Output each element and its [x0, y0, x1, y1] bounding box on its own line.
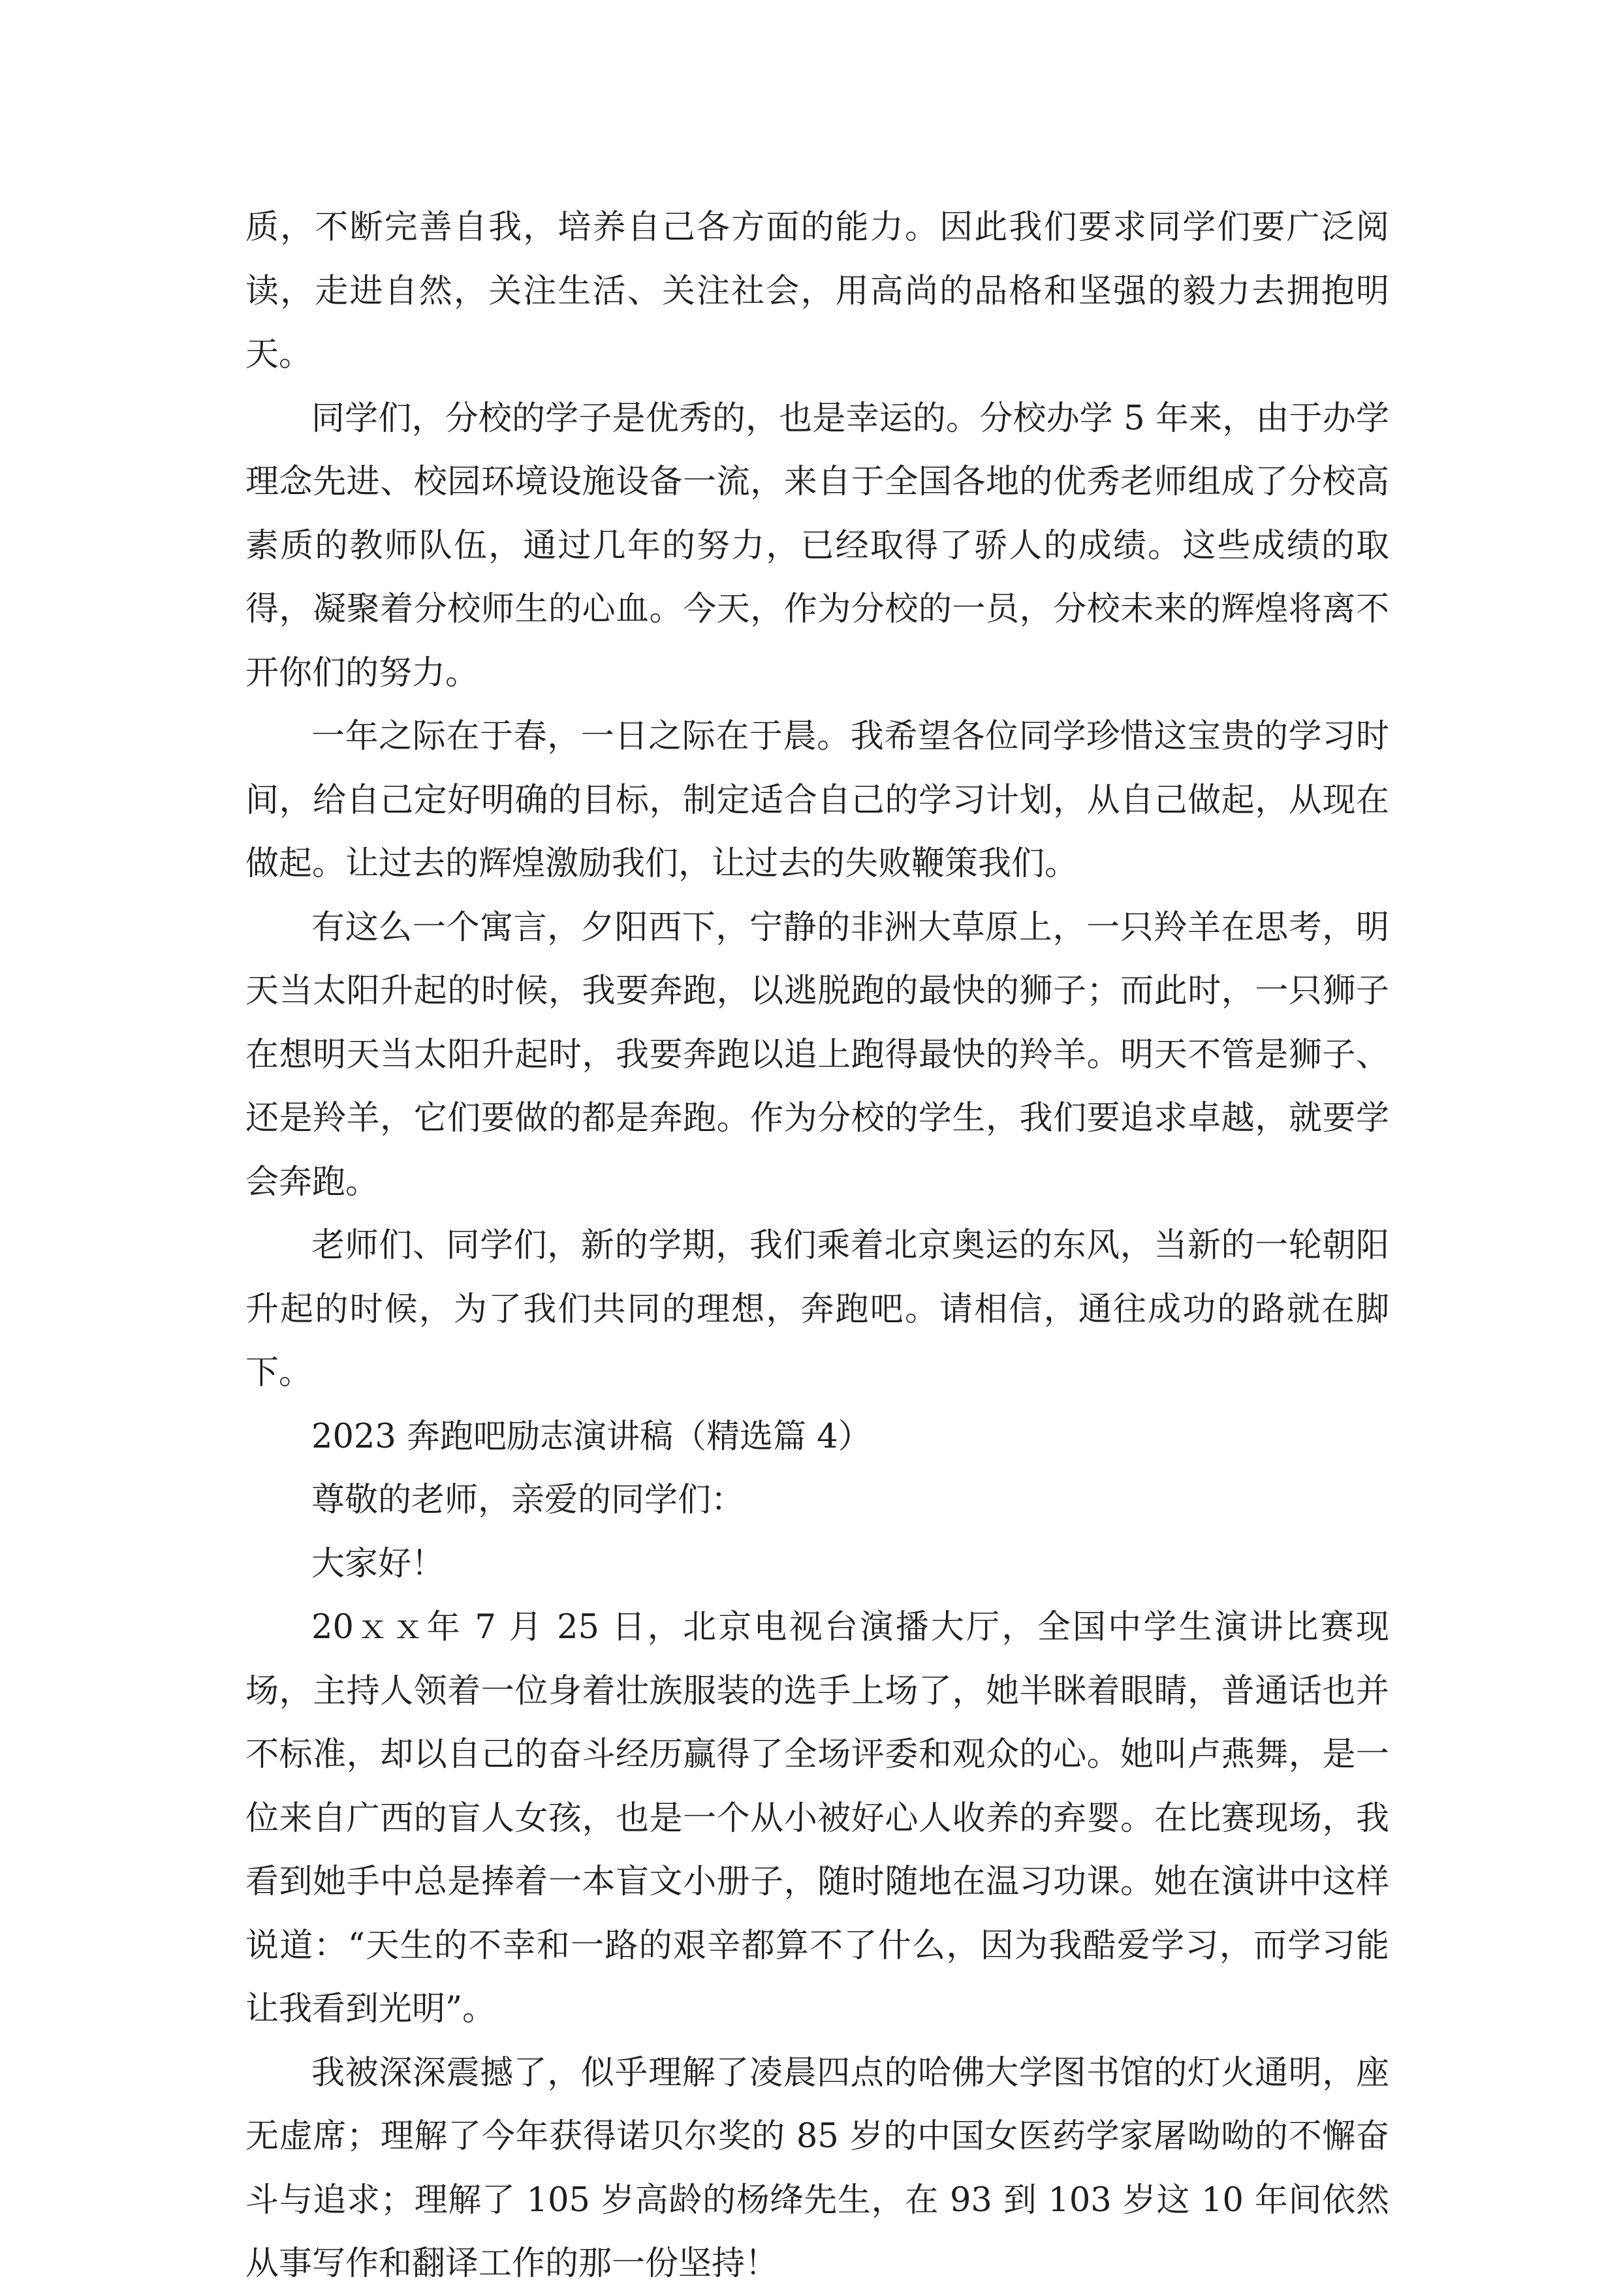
paragraph: 老师们、同学们，新的学期，我们乘着北京奥运的东风，当新的一轮朝阳升起的时候，为了我们共同的理想，奔跑吧。请相信，通往成功的路就在脚下。: [245, 1226, 1389, 1392]
paragraph: 20ｘｘ年 7 月 25 日，北京电视台演播大厅，全国中学生演讲比赛现场，主持人领着一位身着壮族服装的选手上场了，她半眯着眼睛，普通话也并不标准，却以自己的奋斗经历赢得了全场评委和观众的心。她叫卢燕舞，是一位来自广西的盲人女孩，也是一个从小被好心人收养的弃婴。在比赛现场，我看到她手中总是捧着一本盲文小册子，随时随地在温习功课。她在演讲中这样说道：“天生的不幸和一路的艰辛都算不了什么，因为我酷爱学习，而学习能让我看到光明”。: [245, 1608, 1389, 2028]
paragraph: 同学们，分校的学子是优秀的，也是幸运的。分校办学 5 年来，由于办学理念先进、校园环境设施设备一流，来自于全国各地的优秀老师组成了分校高素质的教师队伍，通过几年的努力，已经取得了骄人的成绩。这些成绩的取得，凝聚着分校师生的心血。今天，作为分校的一员，分校未来的辉煌将离不开你们的努力。: [245, 399, 1389, 692]
body-text: [245, 196, 1389, 2296]
paragraph: 我被深深震撼了，似乎理解了凌晨四点的哈佛大学图书馆的灯火通明，座无虚席；理解了今年获得诺贝尔奖的 85 岁的中国女医药学家屠呦呦的不懈奋斗与追求；理解了 105 岁高龄的杨绛先生，在 93 到 103 岁这 10 年间依然从事写作和翻译工作的那一份坚持！: [245, 2053, 1389, 2283]
paragraph: 一年之际在于春，一日之际在于晨。我希望各位同学珍惜这宝贵的学习时间，给自己定好明确的目标，制定适合自己的学习计划，从自己做起，从现在做起。让过去的辉煌激励我们，让过去的失败鞭策我们。: [245, 717, 1389, 883]
paragraph: 质，不断完善自我，培养自己各方面的能力。因此我们要求同学们要广泛阅读，走进自然，关注生活、关注社会，用高尚的品格和坚强的毅力去拥抱明天。: [245, 208, 1389, 374]
section-heading: 2023 奔跑吧励志演讲稿（精选篇 4）: [311, 1417, 872, 1456]
paragraph: 有这么一个寓言，夕阳西下，宁静的非洲大草原上，一只羚羊在思考，明天当太阳升起的时候，我要奔跑，以逃脱跑的最快的狮子；而此时，一只狮子在想明天当太阳升起时，我要奔跑以追上跑得最快的羚羊。明天不管是狮子、还是羚羊，它们要做的都是奔跑。作为分校的学生，我们要追求卓越，就要学会奔跑。: [245, 908, 1389, 1202]
salutation: 尊敬的老师，亲爱的同学们：: [311, 1481, 745, 1519]
greeting: 大家好！: [311, 1544, 445, 1583]
